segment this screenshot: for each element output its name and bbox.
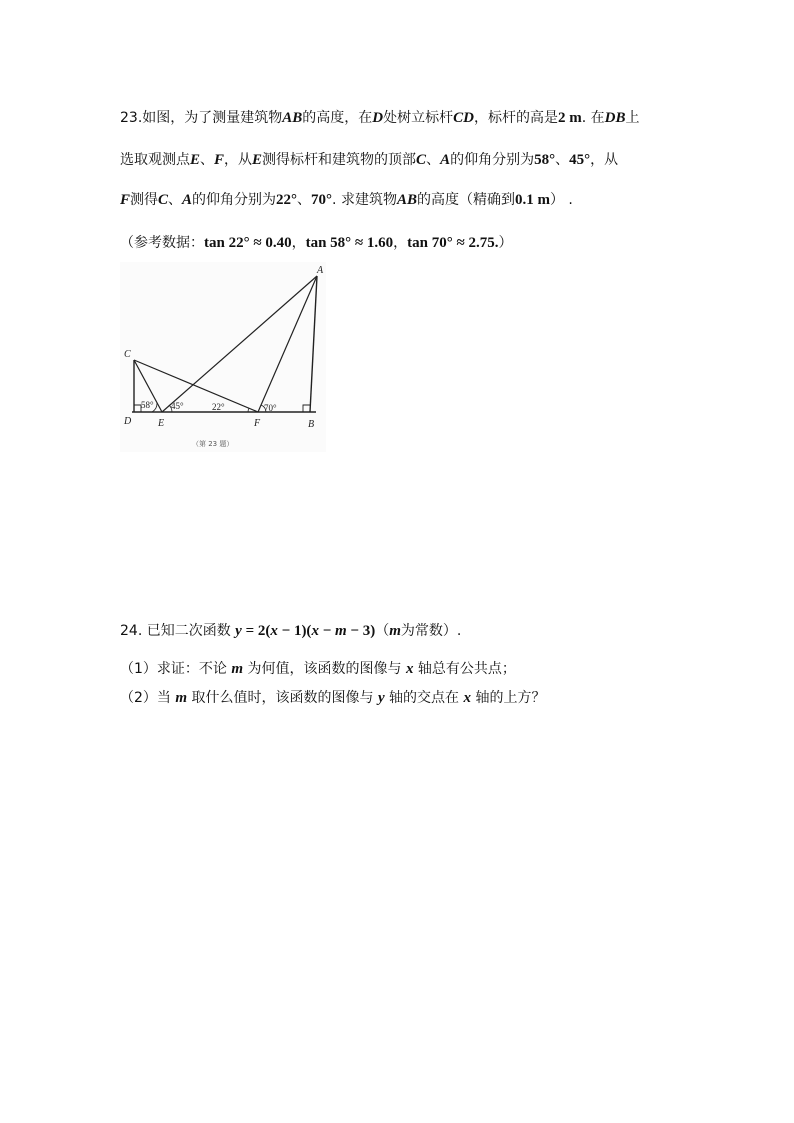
q23-figure [120,262,326,452]
q23-figure-svg [120,262,326,452]
text-segment: 的仰角分别为 [192,192,277,208]
math-expression: y [377,690,385,706]
math-expression: CD [453,110,474,126]
text-segment: 、 [426,152,441,168]
angle-58: 58° [141,400,154,410]
q24-title [120,621,461,641]
math-expression: tan 70° ≈ 2.75. [407,235,499,251]
math-expression: x [405,661,414,677]
math-expression: − [318,623,335,639]
text-segment: ， [291,235,306,251]
label-a: A [317,265,324,276]
text-segment: ） [498,235,513,251]
math-expression: A [182,192,193,208]
label-f: F [254,418,261,429]
math-expression: 45° [569,152,591,168]
math-expression: 22° [276,192,298,208]
angle-45: 45° [171,401,184,411]
text-segment: 上 [625,110,640,126]
label-b: B [308,419,315,430]
text-segment: 的仰角分别为 [450,152,535,168]
q24-part-1 [120,659,516,679]
text-segment: （1）求证：不论 [120,661,232,677]
text-segment: ， [393,235,408,251]
text-segment: 测得标杆和建筑物的顶部 [262,152,417,168]
angle-70: 70° [264,403,277,413]
math-expression: m [231,661,244,677]
text-segment: 、 [200,152,215,168]
math-expression: x [270,623,278,639]
label-c: C [124,349,131,360]
q23-line-1-text [142,110,639,126]
text-segment: ，从 [590,152,619,168]
math-expression: E [190,152,201,168]
math-expression: A [440,152,451,168]
label-e: E [158,418,165,429]
math-expression: m [389,623,401,639]
math-expression: tan 58° ≈ 1.60 [305,235,394,251]
math-expression: C [158,192,169,208]
text-segment: 轴的交点在 [384,690,464,706]
math-expression: m [335,623,347,639]
q23-line-1 [120,108,639,128]
math-expression: E [252,152,263,168]
text-segment: 轴总有公共点； [413,661,516,677]
text-segment: . 求建筑物 [332,192,397,208]
text-segment: 的高度，在 [302,110,373,126]
math-expression: tan 22° ≈ 0.40 [204,235,292,251]
text-segment: 为常数）. [400,623,462,639]
text-segment: （2）当 [120,690,176,706]
text-segment: 、 [168,192,183,208]
math-expression: 58° [534,152,556,168]
text-segment: 的高度（精确到 [416,192,515,208]
angle-22: 22° [212,402,225,412]
text-segment: 轴的上方？ [471,690,546,706]
text-segment: 取什么值时，该函数的图像与 [187,690,378,706]
math-expression: F [120,192,131,208]
text-segment: 为何值，该函数的图像与 [243,661,406,677]
math-expression: AB [282,110,303,126]
math-expression: m [175,690,188,706]
math-expression: 0.1 m [514,192,550,208]
label-d: D [124,416,132,427]
math-expression: F [214,152,225,168]
text-segment: 测得 [130,192,159,208]
math-expression: C [416,152,427,168]
text-segment: . 在 [581,110,605,126]
q24-part-2 [120,688,545,708]
text-segment: （参考数据： [120,235,204,251]
q23-line-2 [120,150,618,170]
q23-number: 23. [120,110,143,126]
text-segment: 、 [555,152,570,168]
q23-reference-data [120,233,512,253]
text-segment: ，标杆的高是 [473,110,558,126]
math-expression: = 2( [241,623,271,639]
text-segment: （ [375,623,390,639]
text-segment: 、 [297,192,312,208]
math-expression: x [463,690,472,706]
q23-line-3 [120,190,573,210]
math-expression: − 1)( [277,623,312,639]
math-expression: − 3) [346,623,376,639]
math-expression: x [311,623,319,639]
math-expression: D [372,110,384,126]
text-segment: 处树立标杆 [383,110,454,126]
text-segment: 选取观测点 [120,152,190,168]
math-expression: 70° [311,192,333,208]
math-expression: 2 m [557,110,582,126]
text-segment: 24. 已知二次函数 [120,623,236,639]
text-segment: 如图，为了测量建筑物 [142,110,283,126]
math-expression: y [235,623,242,639]
math-expression: AB [396,192,417,208]
text-segment: ，从 [224,152,253,168]
figure-caption: （第 23 题） [192,440,234,448]
text-segment: ） . [549,192,573,208]
math-expression: DB [604,110,626,126]
